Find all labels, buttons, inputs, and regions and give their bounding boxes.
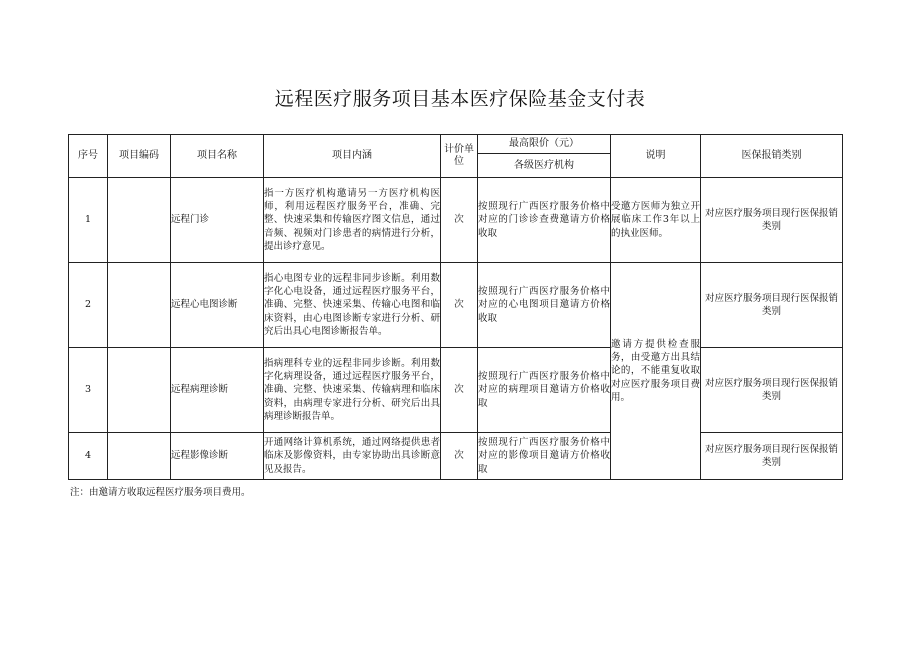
header-desc: 说明: [611, 135, 701, 178]
header-code: 项目编码: [108, 135, 171, 178]
row-reimb: 对应医疗服务项目现行医保报销类别: [701, 263, 843, 348]
row-unit: 次: [441, 433, 478, 480]
footnote: 注：由邀请方收取远程医疗服务项目费用。: [70, 487, 251, 498]
row-unit: 次: [441, 178, 478, 263]
row-code: [108, 348, 171, 433]
row-reimb: 对应医疗服务项目现行医保报销类别: [701, 178, 843, 263]
row-price: 按照现行广西医疗服务价格中对应的影像项目邀请方价格收取: [478, 433, 611, 480]
row-seq: 4: [69, 433, 108, 480]
table-row: [69, 178, 843, 263]
document-title: 远程医疗服务项目基本医疗保险基金支付表: [274, 88, 646, 110]
row-seq: 2: [69, 263, 108, 348]
row-code: [108, 178, 171, 263]
row-code: [108, 433, 171, 480]
row-unit: 次: [441, 263, 478, 348]
row-name: 远程心电图诊断: [171, 263, 264, 348]
row-name: 远程影像诊断: [171, 433, 264, 480]
header-unit: 计价单位: [441, 135, 478, 178]
merged-desc: 邀请方提供检查服务，由受邀方出具结论的，不能重复收取对应医疗服务项目费用。: [611, 263, 701, 480]
row-price: 按照现行广西医疗服务价格中对应的病理项目邀请方价格收取: [478, 348, 611, 433]
row-seq: 1: [69, 178, 108, 263]
row-unit: 次: [441, 348, 478, 433]
header-name: 项目名称: [171, 135, 264, 178]
row-code: [108, 263, 171, 348]
row-name: 远程门诊: [171, 178, 264, 263]
table-row: [69, 348, 843, 433]
payment-table: [68, 134, 843, 480]
header-content: 项目内涵: [264, 135, 441, 178]
row-content: 开通网络计算机系统，通过网络提供患者临床及影像资料，由专家协助出具诊断意见及报告。: [264, 433, 441, 480]
header-row: [69, 135, 843, 154]
row-price: 按照现行广西医疗服务价格中对应的门诊诊查费邀请方价格收取: [478, 178, 611, 263]
row-seq: 3: [69, 348, 108, 433]
header-institution: 各级医疗机构: [478, 154, 611, 178]
header-reimb: 医保报销类别: [701, 135, 843, 178]
row-desc: 受邀方医师为独立开展临床工作3年以上的执业医师。: [611, 178, 701, 263]
row-name: 远程病理诊断: [171, 348, 264, 433]
row-content: 指病理科专业的远程非同步诊断。利用数字化病理设备，通过远程医疗服务平台，准确、完整、快速采集、传输病理和临床资料，由病理专家进行分析、研究后出具病理诊断报告单。: [264, 348, 441, 433]
table-row: [69, 263, 843, 348]
row-reimb: 对应医疗服务项目现行医保报销类别: [701, 433, 843, 480]
row-content: 指心电图专业的远程非同步诊断。利用数字化心电设备，通过远程医疗服务平台，准确、完整、快速采集、传输心电图和临床资料，由心电图诊断专家进行分析、研究后出具心电图诊断报告单。: [264, 263, 441, 348]
row-price: 按照现行广西医疗服务价格中对应的心电图项目邀请方价格收取: [478, 263, 611, 348]
header-max-price: 最高限价（元）: [478, 135, 611, 154]
table-row: [69, 433, 843, 480]
row-reimb: 对应医疗服务项目现行医保报销类别: [701, 348, 843, 433]
header-seq: 序号: [69, 135, 108, 178]
row-content: 指一方医疗机构邀请另一方医疗机构医师，利用远程医疗服务平台，准确、完整、快速采集和传输医疗图文信息，通过音频、视频对门诊患者的病情进行分析，提出诊疗意见。: [264, 178, 441, 263]
